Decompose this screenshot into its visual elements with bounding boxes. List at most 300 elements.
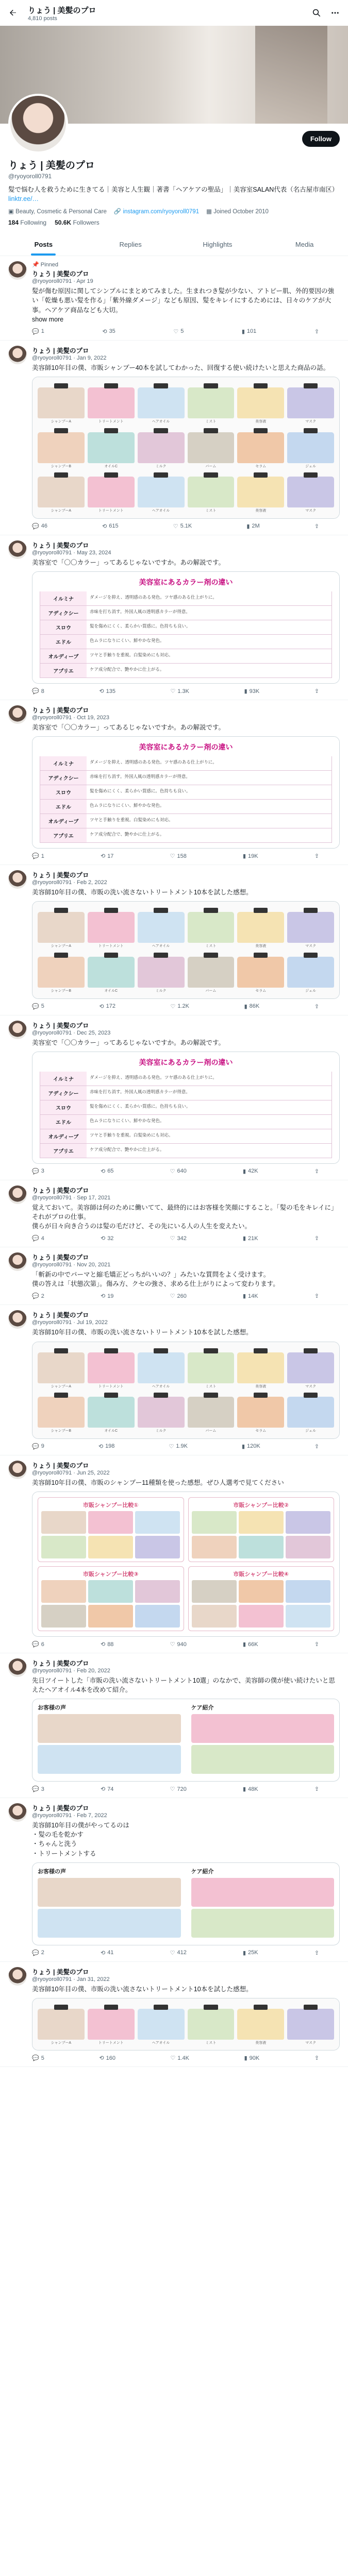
followers-stat[interactable] [55, 219, 100, 226]
retweet-button[interactable] [99, 2055, 115, 2061]
profile-meta [8, 208, 340, 215]
retweet-icon: ⟲ [98, 1443, 104, 1450]
product-item [88, 427, 135, 469]
tweet-body [32, 705, 340, 859]
product-bottle [88, 387, 135, 418]
tweet-media[interactable] [32, 736, 340, 849]
reply-icon: 💬 [32, 1950, 39, 1956]
share-icon: ⇪ [314, 1786, 319, 1793]
retweet-button[interactable] [101, 1168, 113, 1175]
tweet-media[interactable] [32, 1342, 340, 1439]
product-label: オイルC [104, 1429, 118, 1433]
color-desc: ツヤと手触りを重視。白髪染めにも対応。 [90, 1132, 173, 1138]
product-label: マスク [305, 509, 317, 513]
product-bottle [38, 957, 85, 988]
retweet-count: 615 [109, 523, 119, 530]
share-icon: ⇪ [314, 1235, 319, 1242]
product-label: ミルク [155, 989, 167, 993]
tweet-author[interactable]: りょう | 美髪のプロ [32, 270, 89, 278]
shampoo-pic [88, 1580, 133, 1603]
tweet-author[interactable]: りょう | 美髪のプロ [32, 1805, 89, 1812]
panel-title: 市販シャンプー比較② [233, 1502, 289, 1509]
top-bar [0, 0, 348, 26]
retweet-icon: ⟲ [100, 1786, 106, 1793]
product-item [188, 471, 235, 513]
tweet-text: 「斬新の中でパーマと縮毛矯正どっちがいいの？」みたいな質問をよく受けます。 僕の答えは「状態次第」。傷み方、クセの強さ、求める仕上がりによって変わります。 [32, 1271, 279, 1288]
retweet-count: 32 [107, 1235, 114, 1242]
tweet-body [32, 1461, 340, 1648]
product-label: ヘアオイル [152, 944, 170, 948]
color-desc: 赤味を打ち消す。外国人風の透明感カラーが得意。 [90, 1089, 190, 1094]
retweet-button[interactable] [101, 1786, 113, 1792]
color-desc: ケア成分配合で、艶やかに仕上がる。 [90, 1146, 164, 1152]
reply-button[interactable] [32, 1168, 44, 1175]
more-icon[interactable] [329, 7, 341, 19]
heart-icon: ♡ [170, 1168, 175, 1175]
color-table-row [40, 1086, 332, 1100]
follow-button[interactable]: Follow [302, 131, 340, 147]
color-name: イルミナ [40, 591, 87, 605]
reply-count: 46 [41, 523, 47, 530]
views-button[interactable] [242, 328, 256, 335]
product-label: シャンプーA [51, 419, 72, 423]
tweet-handle: @ryoyoroll0791 · Jun 25, 2022 [32, 1469, 110, 1476]
reply-button[interactable] [32, 328, 44, 335]
share-button[interactable] [314, 328, 319, 335]
product-item [188, 907, 235, 948]
color-desc: ケア成分配合で、艶やかに仕上がる。 [90, 667, 164, 672]
tweet[interactable] [0, 865, 348, 1015]
tweet-text: 覚えておいて。美容師は何のために働いてて、最終的にはお客様を笑顔にすること。「髪の毛をキレイに」それがプロの仕事。 僕らが日々向き合うのは髪の毛だけど、その先にいる人の人生を変えたい。 [32, 1204, 338, 1230]
views-button[interactable] [243, 1293, 258, 1299]
reply-icon: 💬 [32, 1235, 39, 1242]
views-count: 101 [246, 328, 257, 335]
tweet-media[interactable] [32, 1492, 340, 1637]
tweet-avatar[interactable] [8, 540, 27, 559]
product-label: オイルC [104, 989, 118, 993]
tweet-author[interactable]: りょう | 美髪のプロ [32, 1660, 89, 1668]
product-label: マスク [305, 419, 317, 423]
product-item [138, 1392, 185, 1433]
retweet-button[interactable] [98, 1443, 115, 1450]
tweet-actions [32, 853, 340, 859]
color-name: オルディーブ [40, 1129, 87, 1143]
link-icon: 🔗 [113, 209, 122, 215]
product-grid [32, 902, 339, 998]
color-name: アディクシー [40, 771, 87, 785]
like-button[interactable] [170, 1293, 187, 1299]
reply-button[interactable] [32, 688, 44, 694]
views-button[interactable] [246, 523, 259, 530]
reply-count: 3 [41, 1168, 44, 1175]
tweet-header [32, 705, 340, 721]
product-item [38, 1347, 85, 1389]
retweet-button[interactable] [99, 688, 115, 694]
share-icon: ⇪ [314, 1443, 319, 1450]
product-label: セラム [255, 989, 267, 993]
product-bottle [38, 432, 85, 463]
like-button[interactable] [170, 1950, 187, 1956]
share-button[interactable] [314, 853, 319, 859]
heart-icon: ♡ [170, 1293, 175, 1300]
tweet-avatar[interactable] [8, 1803, 27, 1822]
views-icon: ▮ [246, 523, 250, 530]
tweet-header [32, 1185, 340, 1201]
views-button[interactable] [243, 853, 258, 859]
tweet-header [32, 1461, 340, 1476]
tweet-avatar[interactable] [8, 1658, 27, 1677]
views-count: 48K [248, 1786, 258, 1792]
share-icon: ⇪ [314, 328, 319, 335]
views-icon: ▮ [244, 688, 247, 695]
tweet-body [32, 870, 340, 1010]
category-item [8, 208, 107, 215]
tweet-avatar[interactable] [8, 1185, 27, 1204]
color-table-row [40, 785, 332, 800]
retweet-button[interactable] [102, 523, 119, 530]
tweet-handle: @ryoyoroll0791 · Dec 25, 2023 [32, 1029, 111, 1036]
views-button[interactable] [243, 1168, 258, 1175]
doc-image [38, 1745, 181, 1774]
reply-button[interactable] [32, 1235, 44, 1242]
doc-image [191, 1714, 335, 1743]
views-button[interactable] [243, 1235, 258, 1242]
color-table-row [40, 814, 332, 828]
bio-link[interactable]: linktr.ee/… [8, 195, 39, 203]
tweet-text: 美容師10年目の僕、市販のシャンプー11種類を使った感想。ぜひ人選考で見てください [32, 1479, 284, 1486]
retweet-button[interactable] [101, 1235, 113, 1242]
product-item [237, 471, 284, 513]
tweet-text: 美容室で「〇〇カラー」ってあるじゃないですか。あの解説です。 [32, 1039, 225, 1046]
product-label: バーム [205, 464, 217, 468]
tweet-avatar[interactable] [8, 1021, 27, 1039]
product-bottle [88, 912, 135, 943]
views-button[interactable] [244, 1003, 260, 1010]
tweet-media[interactable] [32, 1699, 340, 1782]
like-count: 1.2K [177, 1003, 190, 1010]
tweet-body [32, 1252, 340, 1299]
product-label: マスク [305, 944, 317, 948]
views-button[interactable] [243, 1786, 258, 1792]
product-label: シャンプーA [51, 1384, 72, 1388]
views-count: 14K [248, 1293, 258, 1299]
product-label: ジェル [305, 1429, 317, 1433]
product-grid [32, 1342, 339, 1438]
share-button[interactable] [314, 1641, 319, 1648]
reply-count: 8 [41, 688, 44, 694]
tweet[interactable] [0, 256, 348, 341]
reply-button[interactable] [32, 1003, 44, 1010]
reply-button[interactable] [32, 523, 47, 530]
website-link[interactable]: instagram.com/ryoyoroll0791 [123, 209, 200, 215]
reply-button[interactable] [32, 1293, 44, 1299]
heart-icon: ♡ [173, 328, 179, 335]
like-count: 342 [177, 1235, 187, 1242]
tweet-text: 先日ツイートした「市販の洗い流さないトリートメント10選」のなかで、美容師の僕が使い続けたいと思えたヘアオイル4本を改めて紹介。 [32, 1677, 335, 1694]
share-button[interactable] [314, 1950, 319, 1956]
product-item [188, 2004, 235, 2045]
tweet[interactable] [0, 1015, 348, 1180]
color-name: スロウ [40, 785, 87, 799]
tweet-author[interactable]: りょう | 美髪のプロ [32, 541, 89, 549]
shampoo-pics [41, 1580, 180, 1628]
color-table-row [40, 1144, 332, 1158]
tweet-author[interactable]: りょう | 美髪のプロ [32, 1312, 89, 1319]
like-count: 5.1K [180, 523, 192, 530]
like-count: 1.4K [177, 2055, 190, 2061]
product-item [38, 382, 85, 424]
tweet-author[interactable]: りょう | 美髪のプロ [32, 1254, 89, 1262]
product-label: ミスト [205, 2041, 217, 2045]
tweet-avatar[interactable] [8, 870, 27, 889]
tweet-header [32, 346, 340, 361]
reply-icon: 💬 [32, 1003, 39, 1010]
top-posts-count: 4,810 posts [28, 15, 57, 22]
reply-button[interactable] [32, 2055, 44, 2061]
search-icon[interactable] [311, 7, 322, 19]
tweet-handle: @ryoyoroll0791 · Jan 9, 2022 [32, 354, 107, 361]
like-button[interactable] [170, 1235, 187, 1242]
color-desc: 髪を傷めにくく、柔らかい質感に。色持ちも良い。 [90, 788, 191, 794]
views-count: 66K [248, 1641, 258, 1648]
tweet-media[interactable] [32, 1998, 340, 2051]
like-button[interactable] [170, 853, 187, 859]
tweet-avatar[interactable] [8, 705, 27, 724]
tweet-author[interactable]: りょう | 美髪のプロ [32, 707, 89, 715]
retweet-icon: ⟲ [102, 523, 107, 530]
shampoo-pic [192, 1580, 237, 1603]
doc-image [38, 1878, 181, 1907]
like-button[interactable] [171, 2055, 190, 2061]
like-button[interactable] [173, 328, 184, 335]
share-button[interactable] [314, 2055, 319, 2061]
views-button[interactable] [243, 1950, 258, 1956]
retweet-button[interactable] [102, 328, 115, 335]
share-button[interactable] [314, 688, 319, 694]
views-button[interactable] [243, 1641, 258, 1648]
reply-count: 2 [41, 1950, 44, 1956]
reply-count: 9 [41, 1443, 44, 1450]
doc-caption: ケア紹介 [191, 1705, 214, 1711]
like-button[interactable] [173, 523, 192, 530]
color-table-row [40, 606, 332, 620]
share-button[interactable] [314, 1003, 319, 1010]
shampoo-panel [188, 1497, 335, 1562]
following-stat[interactable] [8, 219, 46, 226]
product-label: ミスト [205, 509, 217, 513]
tweet-media[interactable] [32, 377, 340, 519]
views-button[interactable] [242, 1443, 260, 1450]
like-button[interactable] [169, 1443, 188, 1450]
product-label: 美容液 [255, 1384, 267, 1388]
product-item [188, 1347, 235, 1389]
tweet-handle: @ryoyoroll0791 · Oct 19, 2023 [32, 715, 109, 721]
product-label: ヘアオイル [152, 2041, 170, 2045]
like-button[interactable] [171, 688, 190, 694]
color-table-row [40, 591, 332, 606]
profile-avatar[interactable] [8, 94, 68, 154]
reply-button[interactable] [32, 1786, 44, 1792]
tweet[interactable] [0, 1305, 348, 1455]
tweet-body [32, 1803, 340, 1956]
tweet-header [32, 870, 340, 886]
website-item [114, 208, 199, 215]
like-count: 412 [177, 1950, 187, 1956]
retweet-icon: ⟲ [100, 1293, 106, 1300]
tweet-author[interactable]: りょう | 美髪のプロ [32, 872, 89, 879]
color-table-row [40, 756, 332, 771]
panel-title: 市販シャンプー比較③ [82, 1571, 139, 1578]
reply-button[interactable] [32, 1443, 44, 1450]
tweet-body [32, 1310, 340, 1450]
tab-media[interactable]: Media [295, 241, 314, 249]
retweet-button[interactable] [101, 853, 113, 859]
retweet-icon: ⟲ [100, 1168, 106, 1175]
views-button[interactable] [244, 688, 260, 694]
doc-image [191, 1878, 335, 1907]
product-item [287, 471, 334, 513]
top-title [28, 5, 96, 22]
share-button[interactable] [314, 523, 319, 530]
doc-media [32, 1699, 339, 1781]
product-bottle [138, 387, 185, 418]
color-name: オルディーブ [40, 814, 87, 828]
reply-button[interactable] [32, 1950, 44, 1956]
share-button[interactable] [314, 1443, 319, 1450]
doc-caption: お客様の声 [38, 1705, 66, 1711]
product-item [188, 1392, 235, 1433]
shampoo-pic [41, 1580, 86, 1603]
reply-count: 5 [41, 1003, 44, 1010]
product-item [88, 952, 135, 993]
share-button[interactable] [314, 1786, 319, 1792]
tweet[interactable] [0, 1247, 348, 1305]
color-desc: ダメージを抑え、透明感のある発色。ツヤ感のある仕上がりに。 [90, 1074, 217, 1080]
views-icon: ▮ [241, 328, 245, 335]
views-button[interactable] [244, 2055, 260, 2061]
profile-tabs [0, 233, 348, 256]
shampoo-pic [286, 1605, 330, 1628]
shampoo-pic [286, 1536, 330, 1558]
retweet-button[interactable] [99, 1003, 115, 1010]
tweet[interactable] [0, 1798, 348, 1961]
tweet-media[interactable] [32, 1052, 340, 1164]
color-desc: ケア成分配合で、艶やかに仕上がる。 [90, 832, 164, 837]
product-item [287, 2004, 334, 2045]
like-count: 5 [180, 328, 184, 335]
color-desc: ツヤと手触りを重視。白髪染めにも対応。 [90, 652, 173, 658]
product-item [287, 952, 334, 993]
product-item [38, 471, 85, 513]
tweet[interactable] [0, 1962, 348, 2067]
product-bottle [38, 387, 85, 418]
tweet-header [32, 1021, 340, 1036]
tab-highlights[interactable]: Highlights [203, 241, 233, 249]
tweet-media[interactable] [32, 571, 340, 684]
tweet-text: 美容室で「〇〇カラー」ってあるじゃないですか。あの解説です。 [32, 558, 225, 566]
share-button[interactable] [314, 1168, 319, 1175]
tweet-body [32, 261, 340, 335]
reply-button[interactable] [32, 1641, 44, 1648]
retweet-button[interactable] [101, 1641, 113, 1648]
product-item [88, 907, 135, 948]
tweet-avatar[interactable] [8, 1310, 27, 1329]
tweet-media[interactable] [32, 901, 340, 998]
tab-replies[interactable]: Replies [119, 241, 142, 249]
tweet[interactable] [0, 1455, 348, 1653]
tweet[interactable] [0, 341, 348, 535]
tweet-author[interactable]: りょう | 美髪のプロ [32, 1462, 89, 1469]
views-count: 120K [247, 1443, 260, 1450]
product-bottle [237, 387, 284, 418]
product-item [237, 427, 284, 469]
color-name: アプリエ [40, 1144, 87, 1158]
back-arrow-icon[interactable] [7, 7, 19, 19]
product-label: バーム [205, 1429, 217, 1433]
retweet-button[interactable] [101, 1950, 113, 1956]
color-name: イルミナ [40, 1072, 87, 1086]
like-button[interactable] [171, 1003, 190, 1010]
tweet-header [32, 1658, 340, 1674]
share-button[interactable] [314, 1293, 319, 1299]
retweet-icon: ⟲ [100, 1641, 106, 1648]
like-button[interactable] [170, 1641, 187, 1648]
product-label: トリートメント [98, 2041, 124, 2045]
tweet-avatar[interactable] [8, 346, 27, 364]
tweet-actions [32, 1235, 340, 1242]
heart-icon: ♡ [170, 853, 175, 860]
tab-posts[interactable]: Posts [0, 233, 87, 256]
like-button[interactable] [170, 1786, 187, 1792]
retweet-button[interactable] [101, 1293, 113, 1299]
shampoo-pic [286, 1580, 330, 1603]
tweet-author[interactable]: りょう | 美髪のプロ [32, 1022, 89, 1029]
joined-item [206, 208, 269, 215]
tweet-avatar[interactable] [8, 1252, 27, 1271]
product-label: ジェル [305, 464, 317, 468]
tweet[interactable] [0, 1653, 348, 1798]
product-item [237, 2004, 284, 2045]
product-bottle [138, 1397, 185, 1428]
tweet[interactable] [0, 700, 348, 865]
tweet-actions [32, 1641, 340, 1648]
shampoo-panel [38, 1497, 184, 1562]
product-grid [32, 1998, 339, 2050]
tweet[interactable] [0, 535, 348, 700]
color-desc: 髪を傷めにくく、柔らかい質感に。色持ちも良い。 [90, 623, 191, 629]
views-icon: ▮ [242, 853, 246, 860]
tweet-actions [32, 1003, 340, 1010]
color-table-title: 美容室にあるカラー剤の違い [139, 1058, 233, 1066]
tweet-handle: @ryoyoroll0791 · Sep 17, 2021 [32, 1194, 111, 1201]
share-icon: ⇪ [314, 1950, 319, 1956]
tweet-author[interactable]: りょう | 美髪のプロ [32, 1968, 89, 1976]
product-item [138, 952, 185, 993]
tweet-text: 美容師10年目の僕、市販の洗い流さないトリートメント10本を試した感想。 [32, 889, 253, 896]
tweet-avatar[interactable] [8, 1967, 27, 1986]
product-item [88, 2004, 135, 2045]
share-button[interactable] [314, 1235, 319, 1242]
tweet-media[interactable] [32, 1862, 340, 1945]
product-bottle [237, 1397, 284, 1428]
reply-button[interactable] [32, 853, 44, 859]
tweet[interactable] [0, 1180, 348, 1247]
retweet-count: 17 [107, 853, 114, 859]
tweet-author[interactable]: りょう | 美髪のプロ [32, 1187, 89, 1194]
like-button[interactable] [170, 1168, 187, 1175]
tweet-avatar[interactable] [8, 1461, 27, 1479]
tweet-author[interactable]: りょう | 美髪のプロ [32, 347, 89, 354]
